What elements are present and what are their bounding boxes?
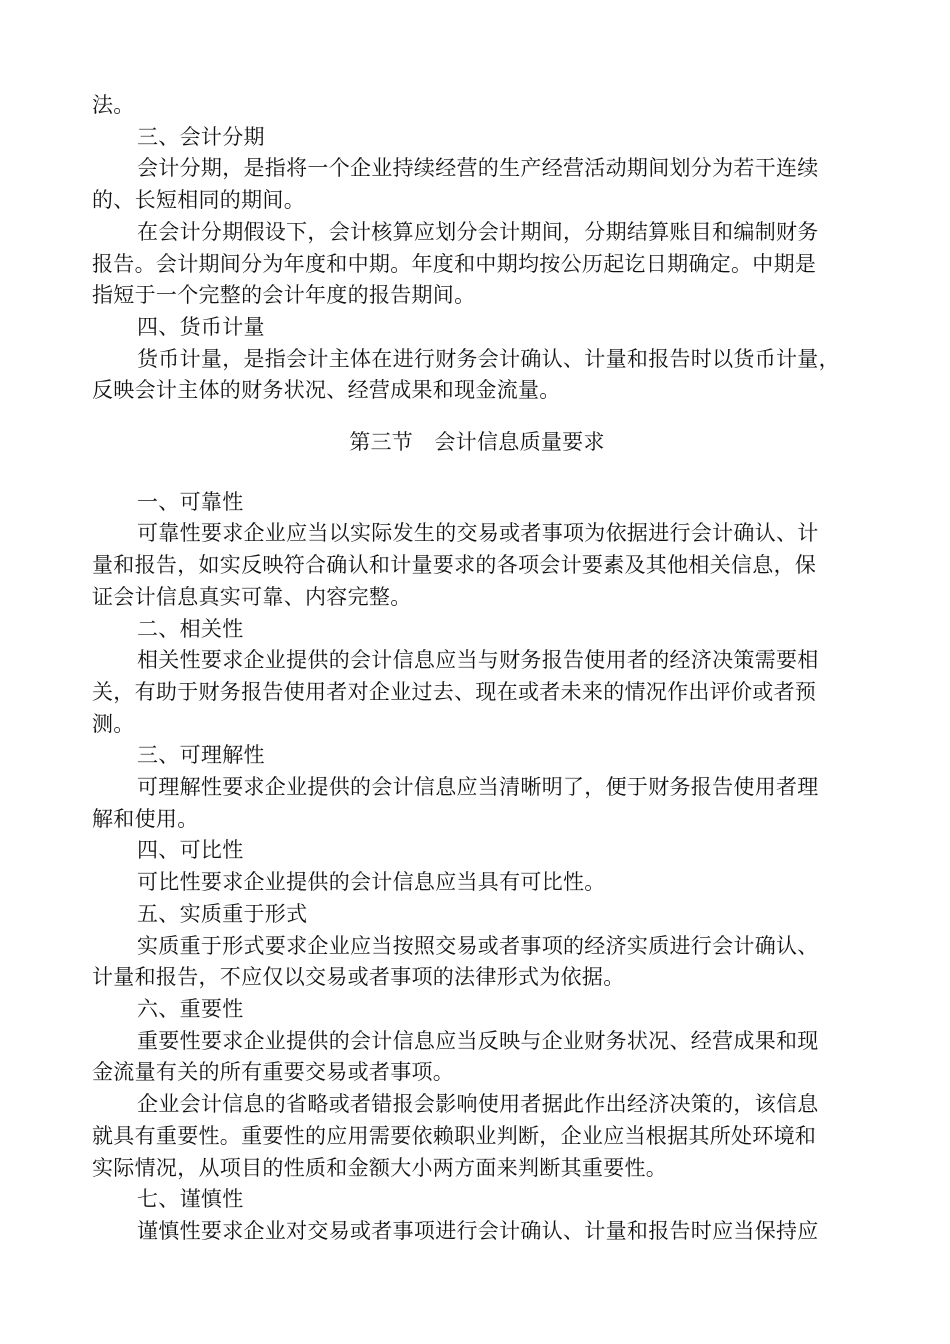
text-line: 关，有助于财务报告使用者对企业过去、现在或者未来的情况作出评价或者预 [92,679,817,704]
text-line: 指短于一个完整的会计年度的报告期间。 [92,283,476,308]
text-line: 证会计信息真实可靠、内容完整。 [92,584,412,609]
text-line: 的、长短相同的期间。 [92,188,305,213]
text-line: 报告。会计期间分为年度和中期。年度和中期均按公历起讫日期确定。中期是 [92,251,817,276]
subheading-relevance: 二、相关性 [137,616,244,641]
text-line: 实际情况，从项目的性质和金额大小两方面来判断其重要性。 [92,1155,668,1180]
subheading-substance-over-form: 五、实质重于形式 [137,901,308,926]
text-line: 测。 [92,711,135,736]
text-line: 谨慎性要求企业对交易或者事项进行会计确认、计量和报告时应当保持应 [137,1218,819,1243]
document-page [92,90,862,1248]
text-line: 货币计量，是指会计主体在进行财务会计确认、计量和报告时以货币计量， [137,346,840,371]
subheading-prudence: 七、谨慎性 [137,1187,244,1212]
text-line: 可理解性要求企业提供的会计信息应当清晰明了，便于财务报告使用者理 [137,775,819,800]
text-line: 法。 [92,93,135,117]
text-line: 就具有重要性。重要性的应用需要依赖职业判断，企业应当根据其所处环境和 [92,1123,817,1148]
text-line: 可比性要求企业提供的会计信息应当具有可比性。 [137,870,606,895]
text-line: 金流量有关的所有重要交易或者事项。 [92,1060,455,1085]
text-line: 计量和报告，不应仅以交易或者事项的法律形式为依据。 [92,965,625,990]
text-line: 会计分期，是指将一个企业持续经营的生产经营活动期间划分为若干连续 [137,156,819,181]
text-line: 企业会计信息的省略或者错报会影响使用者据此作出经济决策的，该信息 [137,1092,819,1117]
text-line: 实质重于形式要求企业应当按照交易或者事项的经济实质进行会计确认、 [137,933,819,958]
subheading-materiality: 六、重要性 [137,996,244,1021]
subheading-accounting-period: 三、会计分期 [137,124,265,149]
text-line: 量和报告，如实反映符合确认和计量要求的各项会计要素及其他相关信息，保 [92,553,817,578]
section-title: 第三节 会计信息质量要求 [349,430,605,455]
subheading-monetary-measurement: 四、货币计量 [137,314,265,339]
text-line: 在会计分期假设下，会计核算应划分会计期间，分期结算账目和编制财务 [137,219,819,244]
text-line: 重要性要求企业提供的会计信息应当反映与企业财务状况、经营成果和现 [137,1028,819,1053]
subheading-comparability: 四、可比性 [137,838,244,863]
text-line: 解和使用。 [92,806,199,831]
text-line: 可靠性要求企业应当以实际发生的交易或者事项为依据进行会计确认、计 [137,521,819,546]
subheading-understandability: 三、可理解性 [137,743,265,768]
text-line: 反映会计主体的财务状况、经营成果和现金流量。 [92,378,561,403]
text-line: 相关性要求企业提供的会计信息应当与财务报告使用者的经济决策需要相 [137,648,819,673]
subheading-reliability: 一、可靠性 [137,489,244,514]
